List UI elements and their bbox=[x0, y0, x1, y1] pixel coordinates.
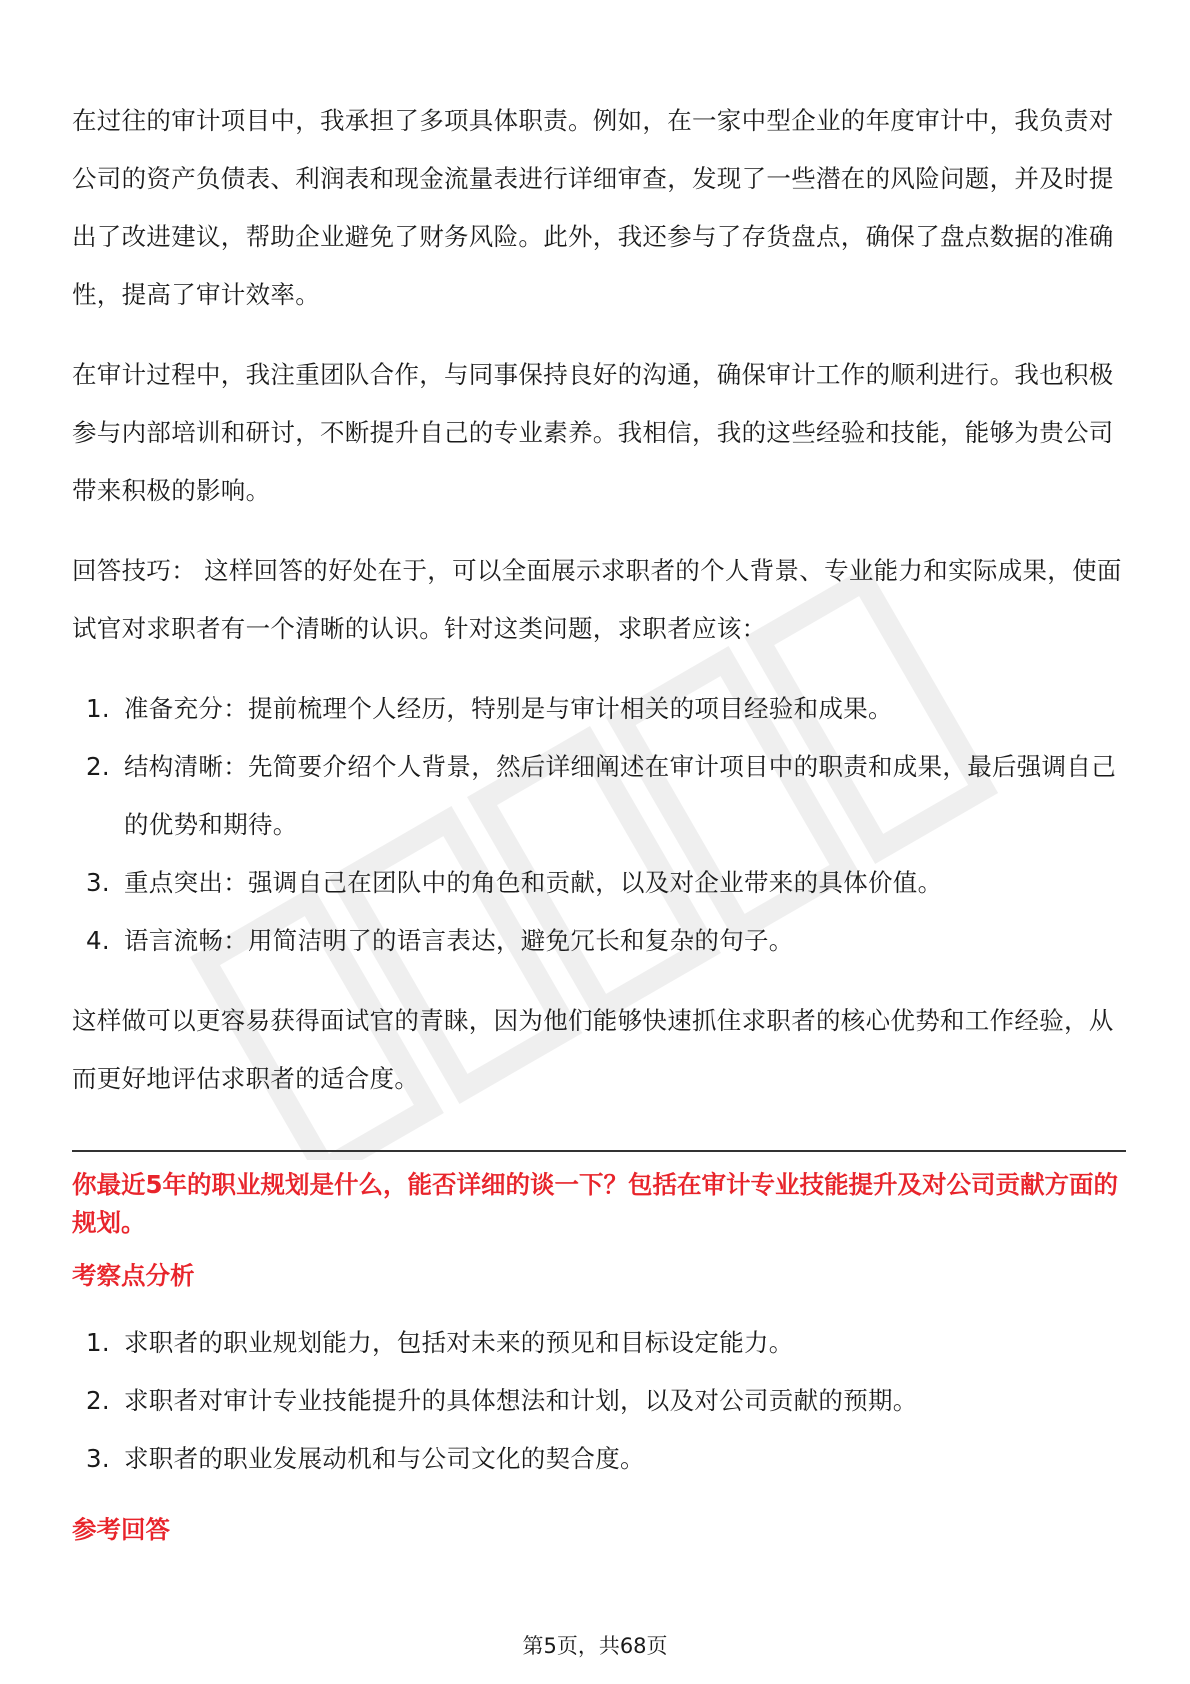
list-item-number: 3. bbox=[86, 1444, 110, 1473]
list-item-number: 1. bbox=[86, 694, 110, 723]
list-item bbox=[72, 680, 1126, 738]
list-item-number: 2. bbox=[86, 752, 110, 781]
tips-list bbox=[72, 680, 1126, 970]
paragraph-answer-tips: 回答技巧： 这样回答的好处在于，可以全面展示求职者的个人背景、专业能力和实际成果，使面试官对求职者有一个清晰的认识。针对这类问题，求职者应该： bbox=[72, 556, 1122, 643]
analysis-heading: 考察点分析 bbox=[72, 1261, 195, 1290]
list-item-text: 语言流畅：用简洁明了的语言表达，避免冗长和复杂的句子。 bbox=[124, 926, 794, 955]
page-number-footer: 第5页，共68页 bbox=[522, 1634, 668, 1658]
list-item-number: 4. bbox=[86, 926, 110, 955]
list-item bbox=[72, 1430, 1126, 1488]
list-item-number: 2. bbox=[86, 1386, 110, 1415]
list-item-number: 3. bbox=[86, 868, 110, 897]
list-item-text: 准备充分：提前梳理个人经历，特别是与审计相关的项目经验和成果。 bbox=[124, 694, 893, 723]
list-item-text: 结构清晰：先简要介绍个人背景，然后详细阐述在审计项目中的职责和成果，最后强调自己的优势和期待。 bbox=[124, 752, 1116, 839]
list-item-text: 求职者的职业发展动机和与公司文化的契合度。 bbox=[124, 1444, 645, 1473]
list-item-number: 1. bbox=[86, 1328, 110, 1357]
paragraph-experience: 在过往的审计项目中，我承担了多项具体职责。例如，在一家中型企业的年度审计中，我负责对公司的资产负债表、利润表和现金流量表进行详细审查，发现了一些潜在的风险问题，并及时提出了改进建议，帮助企业避免了财务风险。此外，我还参与了存货盘点，确保了盘点数据的准确性，提高了审计效率。 bbox=[72, 106, 1114, 309]
answer-heading: 参考回答 bbox=[72, 1515, 170, 1544]
list-item bbox=[72, 854, 1126, 912]
list-item-text: 求职者的职业规划能力，包括对未来的预见和目标设定能力。 bbox=[124, 1328, 794, 1357]
paragraph-closing: 这样做可以更容易获得面试官的青睐，因为他们能够快速抓住求职者的核心优势和工作经验，从而更好地评估求职者的适合度。 bbox=[72, 1006, 1114, 1093]
question-heading: 你最近5年的职业规划是什么，能否详细的谈一下？包括在审计专业技能提升及对公司贡献方面的规划。 bbox=[72, 1170, 1119, 1237]
list-item bbox=[72, 1314, 1126, 1372]
document-page bbox=[72, 92, 1126, 1568]
paragraph-teamwork: 在审计过程中，我注重团队合作，与同事保持良好的沟通，确保审计工作的顺利进行。我也积极参与内部培训和研讨，不断提升自己的专业素养。我相信，我的这些经验和技能，能够为贵公司带来积极的影响。 bbox=[72, 360, 1114, 505]
list-item bbox=[72, 912, 1126, 970]
list-item bbox=[72, 738, 1126, 854]
analysis-list bbox=[72, 1314, 1126, 1488]
list-item-text: 求职者对审计专业技能提升的具体想法和计划，以及对公司贡献的预期。 bbox=[124, 1386, 918, 1415]
list-item-text: 重点突出：强调自己在团队中的角色和贡献，以及对企业带来的具体价值。 bbox=[124, 868, 943, 897]
section-divider bbox=[72, 1150, 1126, 1152]
list-item bbox=[72, 1372, 1126, 1430]
